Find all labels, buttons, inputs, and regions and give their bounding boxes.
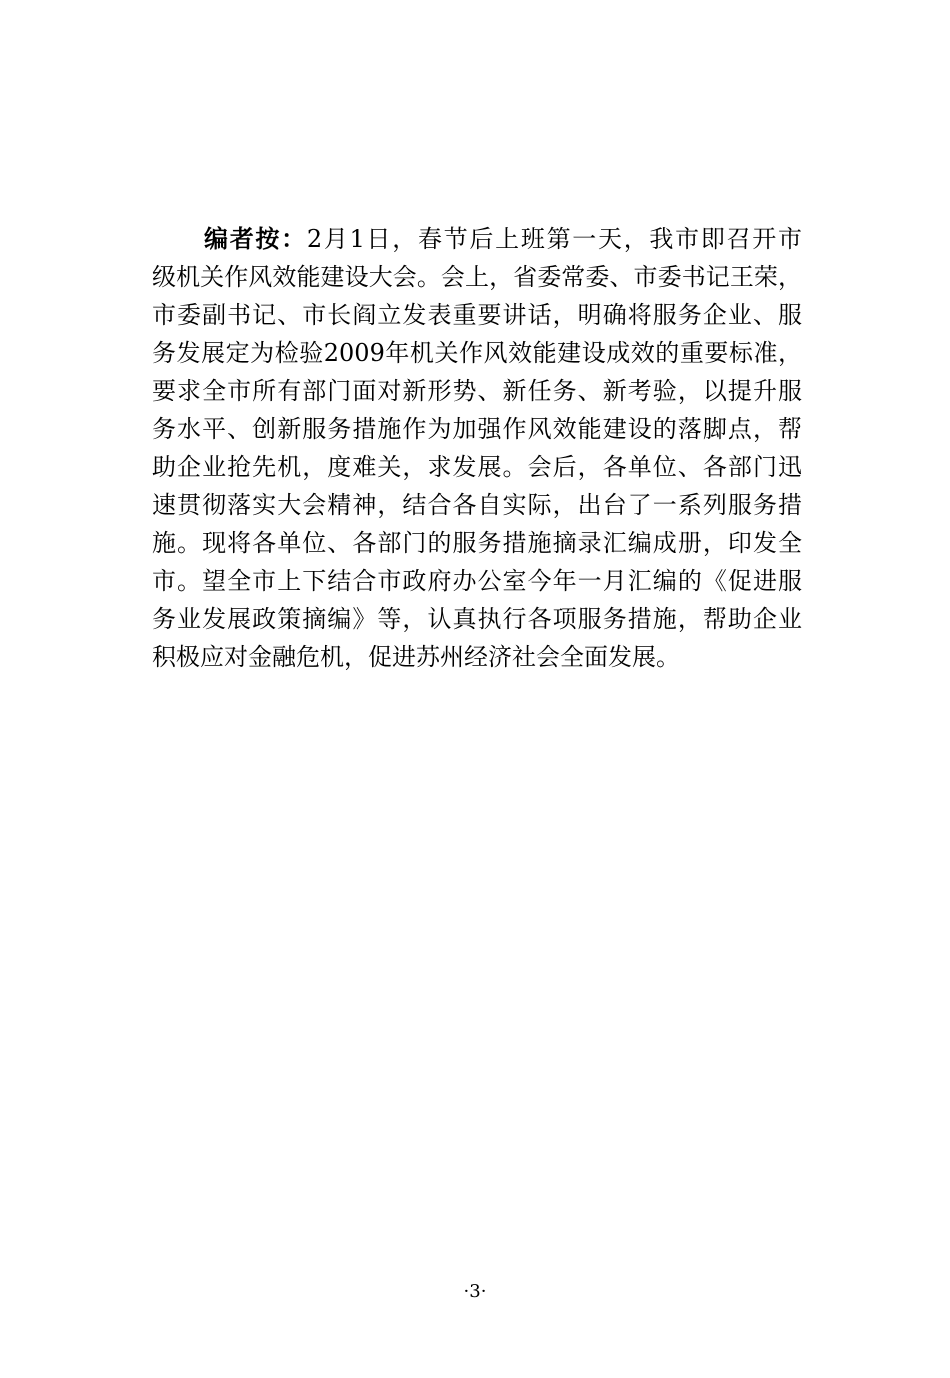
editor-note-lead: 编者按：: [204, 224, 307, 253]
editor-note-line: 速贯彻落实大会精神，结合各自实际，出台了一系列服务措: [152, 491, 802, 519]
editor-note: [152, 220, 802, 676]
editor-note-line: 市。望全市上下结合市政府办公室今年一月汇编的《促进服: [152, 567, 802, 595]
editor-note-line: 务业发展政策摘编》等，认真执行各项服务措施，帮助企业: [152, 605, 802, 633]
editor-note-line: 积极应对金融危机，促进苏州经济社会全面发展。: [152, 643, 680, 671]
editor-note-line: 施。现将各单位、各部门的服务措施摘录汇编成册，印发全: [152, 529, 802, 557]
page-number: ·3·: [463, 1281, 487, 1302]
editor-note-line: 要求全市所有部门面对新形势、新任务、新考验，以提升服: [152, 377, 802, 405]
editor-note-line: 务水平、创新服务措施作为加强作风效能建设的落脚点，帮: [152, 415, 802, 443]
editor-note-text: 2月1日，春节后上班第一天，我市即召开市: [306, 225, 803, 253]
editor-note-line: 级机关作风效能建设大会。会上，省委常委、市委书记王荣，: [152, 263, 802, 291]
editor-note-line: 助企业抢先机，度难关，求发展。会后，各单位、各部门迅: [152, 453, 802, 481]
editor-note-line: 务发展定为检验2009年机关作风效能建设成效的重要标准，: [152, 339, 802, 367]
editor-note-line: [152, 220, 802, 258]
editor-note-line: 市委副书记、市长阎立发表重要讲话，明确将服务企业、服: [152, 301, 802, 329]
